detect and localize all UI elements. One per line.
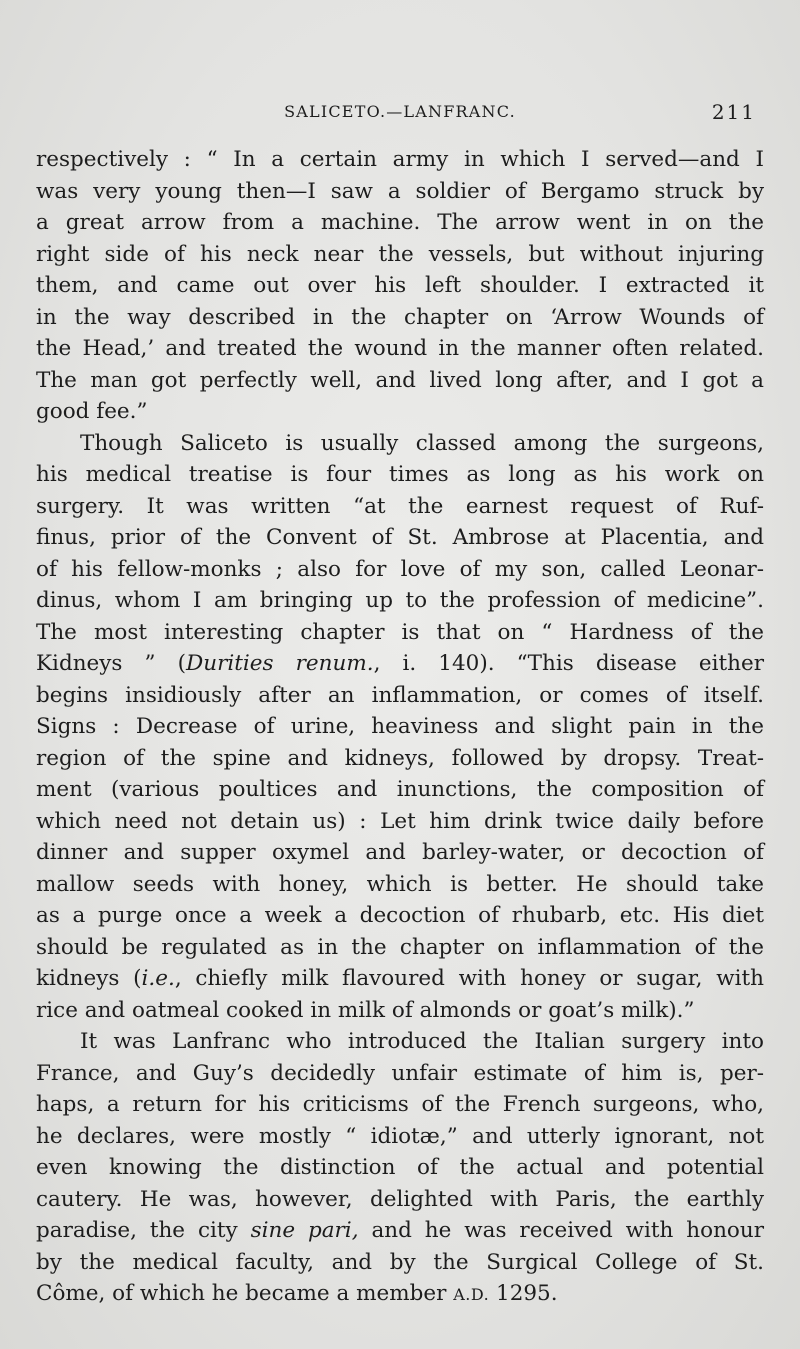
text-line: The man got perfectly well, and lived long after, and I got a bbox=[36, 367, 764, 393]
text-line: France, and Guy’s decidedly unfair estimate of him is, per- bbox=[36, 1060, 764, 1086]
text-line: ment (various poultices and inunctions, the composition of bbox=[36, 777, 764, 802]
text-line: The most interesting chapter is that on “ Hardness of the bbox=[36, 619, 764, 645]
text-line: the Head,’ and treated the wound in the manner often related. bbox=[36, 336, 764, 361]
body-text bbox=[36, 144, 764, 1310]
italic-title: Durities renum. bbox=[186, 651, 374, 676]
text-line-with-italic bbox=[36, 1215, 764, 1247]
text-line: respectively : “ In a certain army in which I served—and I bbox=[36, 147, 764, 172]
text-line: should be regulated as in the chapter on inflammation of the bbox=[36, 934, 764, 960]
text-line: a great arrow from a machine. The arrow went in on the bbox=[36, 210, 764, 235]
page-number: 211 bbox=[711, 100, 756, 124]
text-line: Signs : Decrease of urine, heaviness and slight pain in the bbox=[36, 714, 764, 739]
text-line: finus, prior of the Convent of St. Ambrose at Placentia, and bbox=[36, 525, 764, 550]
text-segment: , i. 140). “This disease either bbox=[373, 651, 765, 676]
text-line: cautery. He was, however, delighted with Paris, the earthly bbox=[36, 1186, 764, 1212]
paragraph-end-line: good fee.” bbox=[36, 399, 148, 424]
paragraph-start-line: It was Lanfranc who introduced the Italian surgery into bbox=[80, 1029, 764, 1054]
text-line: even knowing the distinction of the actual and potential bbox=[36, 1155, 764, 1180]
paragraph-end-line bbox=[36, 1278, 764, 1310]
text-line: dinner and supper oxymel and barley-water, or decoction of bbox=[36, 840, 764, 865]
text-line: in the way described in the chapter on ‘Arrow Wounds of bbox=[36, 304, 764, 330]
paragraph-start-line: Though Saliceto is usually classed among the surgeons, bbox=[80, 430, 764, 456]
text-line: dinus, whom I am bringing up to the profession of medicine”. bbox=[36, 588, 764, 613]
text-line: his medical treatise is four times as long as his work on bbox=[36, 462, 764, 487]
text-segment: Kidneys ” ( bbox=[36, 651, 187, 676]
text-line: region of the spine and kidneys, followed by dropsy. Treat- bbox=[36, 745, 764, 771]
small-caps-era: A.D. bbox=[453, 1285, 490, 1304]
text-line: surgery. It was written “at the earnest request of Ruf- bbox=[36, 493, 764, 519]
text-line: as a purge once a week a decoction of rhubarb, etc. His diet bbox=[36, 903, 764, 928]
running-title: SALICETO.—LANFRANC. bbox=[284, 102, 516, 121]
text-line: mallow seeds with honey, which is better. He should take bbox=[36, 871, 764, 897]
running-head bbox=[36, 98, 764, 128]
text-segment: kidneys ( bbox=[36, 966, 142, 991]
text-segment: , chiefly milk flavoured with honey or sugar, with bbox=[174, 966, 765, 991]
text-line: begins insidiously after an inflammation, or comes of itself. bbox=[36, 682, 764, 708]
italic-latin-phrase: sine pari, bbox=[250, 1218, 359, 1243]
paragraph-end-line: rice and oatmeal cooked in milk of almonds or goat’s milk).” bbox=[36, 997, 695, 1023]
italic-abbreviation: i.e. bbox=[141, 966, 175, 991]
text-line: right side of his neck near the vessels, but without injuring bbox=[36, 241, 764, 267]
text-line: which need not detain us) : Let him drink twice daily before bbox=[36, 808, 764, 834]
text-line: by the medical faculty, and by the Surgical College of St. bbox=[36, 1249, 764, 1275]
text-line-with-italic bbox=[36, 963, 764, 995]
text-line: haps, a return for his criticisms of the French surgeons, who, bbox=[36, 1092, 764, 1117]
text-segment: paradise, the city bbox=[36, 1218, 251, 1243]
text-line: them, and came out over his left shoulder. I extracted it bbox=[36, 273, 764, 298]
text-line-with-italic bbox=[36, 648, 764, 680]
text-line: of his fellow-monks ; also for love of my son, called Leonar- bbox=[36, 556, 764, 582]
text-segment: and he was received with honour bbox=[358, 1218, 764, 1243]
text-segment: Côme, of which he became a member bbox=[36, 1281, 454, 1306]
text-line: he declares, were mostly “ idiotæ,” and utterly ignorant, not bbox=[36, 1123, 764, 1149]
text-segment: 1295. bbox=[489, 1281, 558, 1306]
text-line: was very young then—I saw a soldier of Bergamo struck by bbox=[36, 178, 764, 204]
